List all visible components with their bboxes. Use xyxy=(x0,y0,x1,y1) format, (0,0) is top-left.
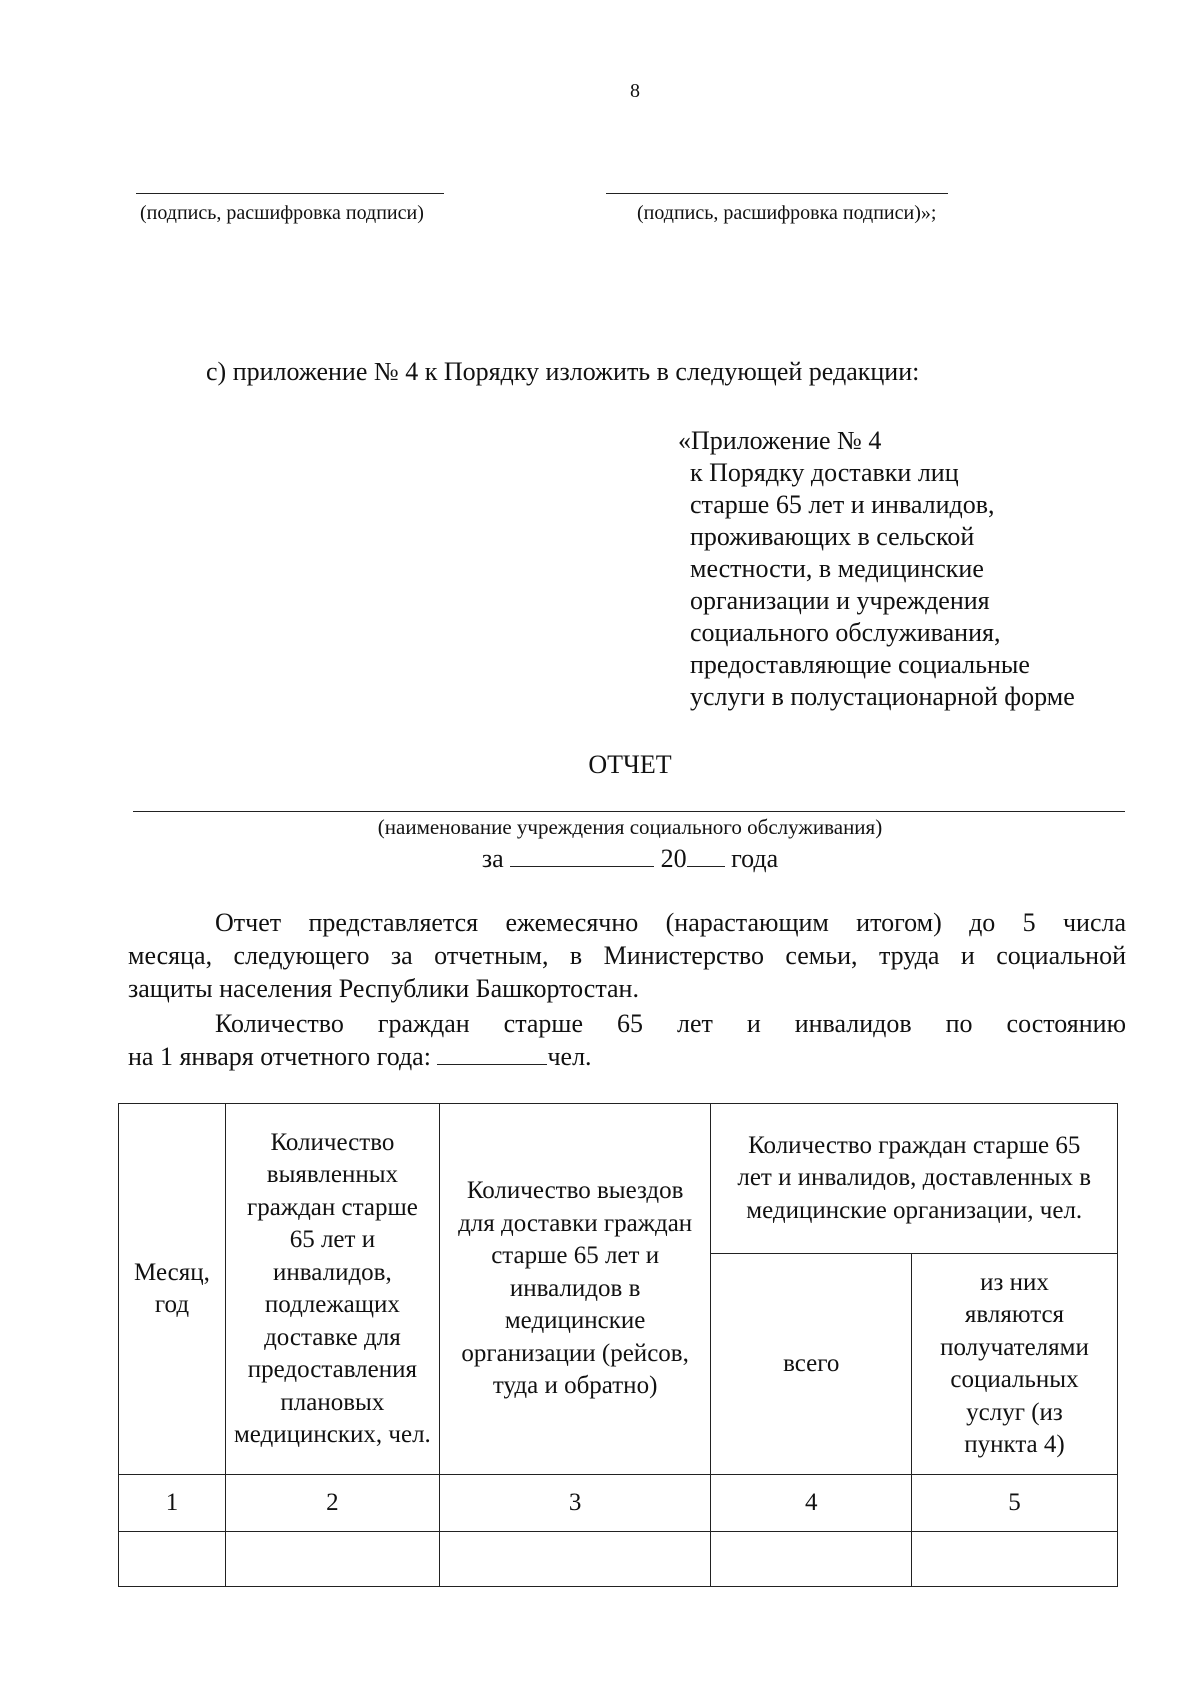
header-total: всего xyxy=(711,1254,912,1475)
appendix-line: социального обслуживания, xyxy=(690,618,1001,647)
column-number: 1 xyxy=(119,1475,226,1532)
appendix-heading: «Приложение № 4 xyxy=(678,426,882,455)
left-signature-caption: (подпись, расшифровка подписи) xyxy=(140,202,424,224)
appendix-reference xyxy=(678,425,1075,713)
period-year-blank xyxy=(687,842,725,867)
institution-name-line xyxy=(133,811,1125,812)
column-number: 3 xyxy=(439,1475,711,1532)
paragraph-line: защиты населения Республики Башкортостан. xyxy=(128,974,639,1003)
paragraph-line: Отчет представляется ежемесячно (нарастающим итогом) до 5 числа xyxy=(215,908,1126,937)
left-signature-line xyxy=(136,193,444,194)
reporting-paragraph xyxy=(128,906,1126,1005)
appendix-line: проживающих в сельской xyxy=(690,522,975,551)
count-unit: чел. xyxy=(547,1042,592,1071)
table-cell xyxy=(439,1532,711,1587)
appendix-line: старше 65 лет и инвалидов, xyxy=(690,490,995,519)
clause-text: с) приложение № 4 к Порядку изложить в следующей редакции: xyxy=(206,357,920,386)
report-period xyxy=(0,842,1200,874)
header-trips: Количество выездов для доставки граждан старше 65 лет и инвалидов в медицинские организации (рейсов, туда и обратно) xyxy=(439,1104,711,1475)
appendix-line: к Порядку доставки лиц xyxy=(690,458,959,487)
paragraph-line: месяца, следующего за отчетным, в Министерство семьи, труда и социальной xyxy=(128,941,1126,970)
table-row xyxy=(119,1532,1118,1587)
count-prefix: на 1 января отчетного года: xyxy=(128,1042,431,1071)
appendix-line: услуги в полустационарной форме xyxy=(690,682,1075,711)
table-row xyxy=(119,1475,1118,1532)
right-signature-line xyxy=(606,193,948,194)
institution-caption: (наименование учреждения социального обслуживания) xyxy=(377,815,883,839)
header-identified-citizens: Количество выявленных граждан старше 65 лет и инвалидов, подлежащих доставке для предоставления плановых медицинских, чел. xyxy=(225,1104,439,1475)
table-cell xyxy=(911,1532,1117,1587)
appendix-line: местности, в медицинские xyxy=(690,554,984,583)
report-table xyxy=(118,1103,1118,1587)
appendix-line: организации и учреждения xyxy=(690,586,990,615)
count-blank xyxy=(437,1040,547,1065)
right-signature-caption: (подпись, расшифровка подписи)»; xyxy=(637,202,937,224)
column-number: 5 xyxy=(911,1475,1117,1532)
appendix-line: предоставляющие социальные xyxy=(690,650,1030,679)
paragraph-line xyxy=(128,1040,1126,1073)
header-delivered-group: Количество граждан старше 65 лет и инвалидов, доставленных в медицинские организации, чел. xyxy=(711,1104,1118,1254)
period-prefix: за xyxy=(481,844,504,873)
table-cell xyxy=(225,1532,439,1587)
report-title: ОТЧЕТ xyxy=(588,750,672,779)
citizens-count-paragraph xyxy=(128,1007,1126,1073)
page-number: 8 xyxy=(630,80,640,102)
table-header-row xyxy=(119,1104,1118,1254)
period-year-prefix: 20 xyxy=(660,844,687,873)
table-cell xyxy=(711,1532,912,1587)
table-cell xyxy=(119,1532,226,1587)
paragraph-line: Количество граждан старше 65 лет и инвалидов по состоянию xyxy=(215,1009,1126,1038)
column-number: 4 xyxy=(711,1475,912,1532)
header-social-service-recipients: из них являются получателями социальных услуг (из пункта 4) xyxy=(911,1254,1117,1475)
column-number: 2 xyxy=(225,1475,439,1532)
header-month-year: Месяц, год xyxy=(119,1104,226,1475)
period-suffix: года xyxy=(731,844,779,873)
period-month-blank xyxy=(510,842,654,867)
